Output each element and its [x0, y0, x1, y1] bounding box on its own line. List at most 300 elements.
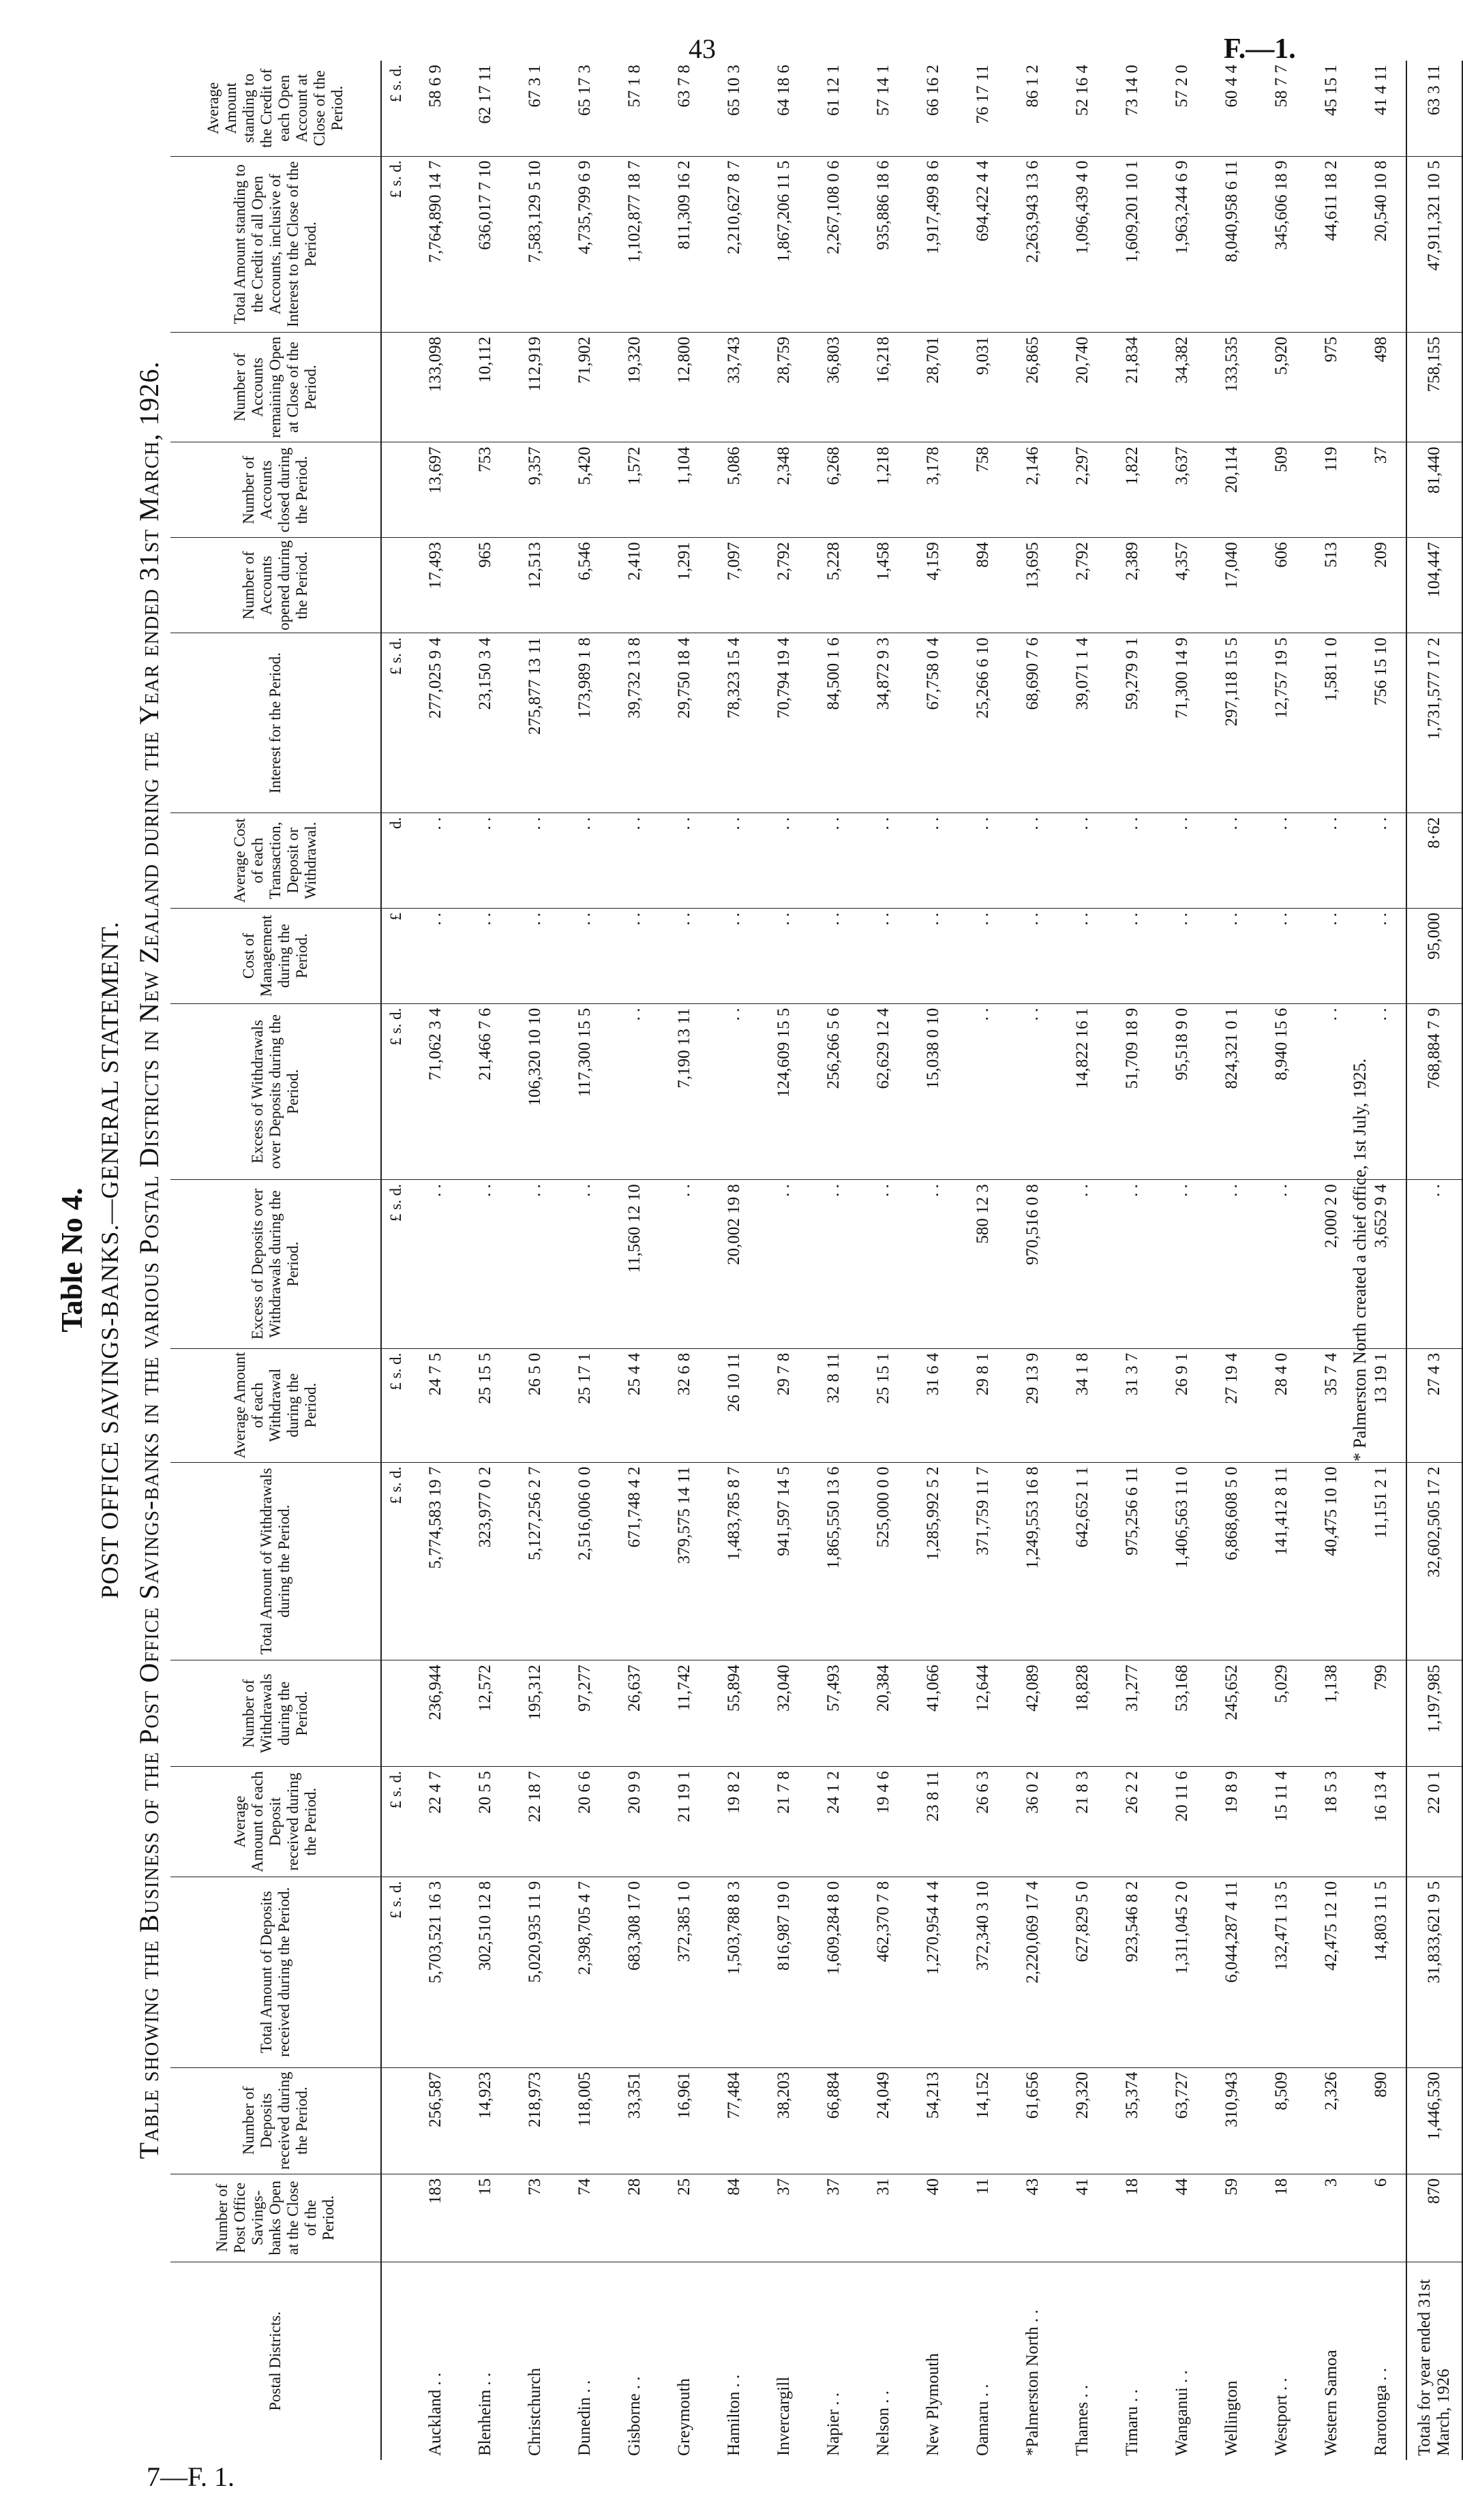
table-cell: 2,326: [1306, 2067, 1356, 2174]
column-header: Number of Post Office Savings-banks Open at the Close of the Period.: [170, 2174, 381, 2262]
table-cell: . .: [609, 813, 659, 908]
table-cell: 1,285,992 5 2: [908, 1462, 958, 1660]
table-cell: 124,609 15 5: [759, 1003, 809, 1179]
table-cell: 34 1 8: [1057, 1348, 1107, 1462]
table-cell: 5,029: [1256, 1660, 1306, 1767]
table-cell: 117,300 15 5: [560, 1003, 609, 1179]
table-cell: . .: [1306, 813, 1356, 908]
unit-cell: [381, 1660, 410, 1767]
totals-cell: 32,602,505 17 2: [1406, 1462, 1462, 1660]
table-cell: 10,112: [460, 332, 510, 442]
table-cell: 1,609,284 8 0: [809, 1877, 858, 2067]
table-cell: 11,151 2 1: [1356, 1462, 1406, 1660]
district-name-cell: Auckland . .: [425, 2372, 444, 2456]
table-cell: 29,750 18 4: [659, 633, 709, 813]
table-cell: . .: [659, 813, 709, 908]
table-cell: 753: [460, 442, 510, 538]
table-cell: 45 15 1: [1306, 61, 1356, 156]
table-cell: 8,040,958 6 11: [1207, 156, 1256, 332]
district-name-cell: Dunedin . .: [575, 2380, 594, 2456]
table-cell: 97,277: [560, 1660, 609, 1767]
column-header: Number of Deposits received during the Period.: [170, 2067, 381, 2174]
table-cell: 36 0 2: [1008, 1767, 1057, 1877]
table-cell: . .: [410, 908, 460, 1003]
table-cell: 41: [1057, 2174, 1107, 2262]
table-cell: 941,597 14 5: [759, 1462, 809, 1660]
table-cell: 498: [1356, 332, 1406, 442]
table-cell: 20,740: [1057, 332, 1107, 442]
table-cell: 21 19 1: [659, 1767, 709, 1877]
table-cell: 43: [1008, 2174, 1057, 2262]
table-cell: . .: [1157, 908, 1207, 1003]
table-cell: . .: [1207, 1180, 1256, 1349]
table-cell: 1,503,788 8 3: [709, 1877, 759, 2067]
table-cell: 29,320: [1057, 2067, 1107, 2174]
table-cell: 44,611 18 2: [1306, 156, 1356, 332]
totals-cell: 8·62: [1406, 813, 1462, 908]
table-cell: 20,540 10 8: [1356, 156, 1406, 332]
table-cell: 26,865: [1008, 332, 1057, 442]
totals-cell: 31,833,621 9 5: [1406, 1877, 1462, 2067]
table-cell: 37: [759, 2174, 809, 2262]
table-cell: 15: [460, 2174, 510, 2262]
table-cell: 1,102,877 18 7: [609, 156, 659, 332]
table-cell: . .: [1008, 1003, 1057, 1179]
table-cell: 1,291: [659, 538, 709, 633]
table-cell: 21 7 8: [759, 1767, 809, 1877]
table-cell: 41,066: [908, 1660, 958, 1767]
table-cell: 509: [1256, 442, 1306, 538]
unit-cell: £ s. d.: [381, 1348, 410, 1462]
table-cell: 6,044,287 4 11: [1207, 1877, 1256, 2067]
district-name-cell: Oamaru . .: [973, 2384, 992, 2456]
table-cell: 6,546: [560, 538, 609, 633]
table-cell: 2,398,705 4 7: [560, 1877, 609, 2067]
table-cell: . .: [1306, 1003, 1356, 1179]
table-cell: 19 4 6: [858, 1767, 908, 1877]
table-cell: 63,727: [1157, 2067, 1207, 2174]
table-cell: 15,038 0 10: [908, 1003, 958, 1179]
column-header: Interest for the Period.: [170, 633, 381, 813]
table-cell: 54,213: [908, 2067, 958, 2174]
unit-cell: £ s. d.: [381, 1877, 410, 2067]
column-header: Number of Accounts closed during the Period.: [170, 442, 381, 538]
table-cell: 14,803 11 5: [1356, 1877, 1406, 2067]
table-cell: 1,249,553 16 8: [1008, 1462, 1057, 1660]
table-cell: . .: [560, 908, 609, 1003]
table-cell: 11: [958, 2174, 1008, 2262]
totals-label-cell: Totals for year ended 31st March, 1926: [1406, 2262, 1462, 2460]
table-cell: . .: [510, 813, 560, 908]
unit-cell: £ s. d.: [381, 1180, 410, 1349]
district-name-cell: New Plymouth: [923, 2353, 942, 2456]
table-row: [1306, 61, 1356, 2460]
table-cell: 38,203: [759, 2067, 809, 2174]
table-cell: 31,277: [1107, 1660, 1157, 1767]
table-cell: 20 5 5: [460, 1767, 510, 1877]
table-cell: . .: [609, 1003, 659, 1179]
table-cell: 1,104: [659, 442, 709, 538]
table-cell: 61,656: [1008, 2067, 1057, 2174]
table-row: [1107, 61, 1157, 2460]
district-name-cell: *Palmerston North . .: [1023, 2309, 1042, 2456]
totals-row: [1406, 61, 1462, 2460]
totals-cell: 27 4 3: [1406, 1348, 1462, 1462]
district-name-cell: Blenheim . .: [475, 2372, 494, 2456]
table-cell: 8,509: [1256, 2067, 1306, 2174]
column-header: Average Cost of each Transaction, Deposit or Withdrawal.: [170, 813, 381, 908]
table-cell: 42,475 12 10: [1306, 1877, 1356, 2067]
district-name-cell: Western Samoa: [1321, 2350, 1340, 2456]
totals-cell: . .: [1406, 1180, 1462, 1349]
table-row: [958, 61, 1008, 2460]
totals-cell: 758,155: [1406, 332, 1462, 442]
table-cell: 18,828: [1057, 1660, 1107, 1767]
column-header: Total Amount standing to the Credit of all Open Accounts, inclusive of Interest to the Close of the Period.: [170, 156, 381, 332]
table-cell: 64 18 6: [759, 61, 809, 156]
table-cell: 76 17 11: [958, 61, 1008, 156]
table-cell: 5,086: [709, 442, 759, 538]
table-cell: 935,886 18 6: [858, 156, 908, 332]
table-cell: . .: [1306, 908, 1356, 1003]
table-row: [1157, 61, 1207, 2460]
column-header: Number of Withdrawals during the Period.: [170, 1660, 381, 1767]
table-cell: 1,917,499 8 6: [908, 156, 958, 332]
table-cell: 28,759: [759, 332, 809, 442]
table-cell: 133,535: [1207, 332, 1256, 442]
table-cell: 16 13 4: [1356, 1767, 1406, 1877]
table-cell: 22 4 7: [410, 1767, 460, 1877]
table-row: [709, 61, 759, 2460]
table-cell: . .: [1157, 813, 1207, 908]
table-cell: 20,002 19 8: [709, 1180, 759, 1349]
table-cell: 55,894: [709, 1660, 759, 1767]
table-cell: 2,792: [759, 538, 809, 633]
header-row: [170, 61, 381, 2460]
table-cell: . .: [560, 813, 609, 908]
table-cell: 9,031: [958, 332, 1008, 442]
table-cell: 33,351: [609, 2067, 659, 2174]
table-cell: 2,210,627 8 7: [709, 156, 759, 332]
table-row: [1008, 61, 1057, 2460]
table-cell: 53,168: [1157, 1660, 1207, 1767]
table-cell: 18: [1107, 2174, 1157, 2262]
table-row: [560, 61, 609, 2460]
unit-cell: [381, 332, 410, 442]
table-cell: . .: [709, 908, 759, 1003]
table-cell: 2,297: [1057, 442, 1107, 538]
table-cell: 756 15 10: [1356, 633, 1406, 813]
column-header: Average Amount standing to the Credit of each Open Account at Close of the Period.: [170, 61, 381, 156]
table-cell: . .: [759, 908, 809, 1003]
table-cell: 323,977 0 2: [460, 1462, 510, 1660]
table-cell: 694,422 4 4: [958, 156, 1008, 332]
table-cell: 14,822 16 1: [1057, 1003, 1107, 1179]
table-cell: . .: [858, 908, 908, 1003]
table-cell: . .: [858, 1180, 908, 1349]
table-row: [1057, 61, 1107, 2460]
table-row: [460, 61, 510, 2460]
table-cell: 40: [908, 2174, 958, 2262]
table-cell: 11,560 12 10: [609, 1180, 659, 1349]
unit-cell: £ s. d.: [381, 1767, 410, 1877]
table-cell: 2,263,943 13 6: [1008, 156, 1057, 332]
table-cell: . .: [1256, 1180, 1306, 1349]
table-cell: 2,220,069 17 4: [1008, 1877, 1057, 2067]
unit-cell: £ s. d.: [381, 1462, 410, 1660]
table-cell: . .: [1256, 813, 1306, 908]
table-cell: 41 4 11: [1356, 61, 1406, 156]
table-cell: . .: [1008, 813, 1057, 908]
table-cell: 62 17 11: [460, 61, 510, 156]
table-cell: 19,320: [609, 332, 659, 442]
table-cell: 61 12 1: [809, 61, 858, 156]
table-cell: 57,493: [809, 1660, 858, 1767]
table-title: Table showing the Business of the Post Office Savings-banks in the various Postal Districts in New Zealand during the Year ended 31st March, 1926.: [134, 361, 164, 2159]
table-cell: . .: [809, 1180, 858, 1349]
table-cell: . .: [908, 908, 958, 1003]
table-cell: 13,697: [410, 442, 460, 538]
table-cell: . .: [1157, 1180, 1207, 1349]
table-cell: 95,518 9 0: [1157, 1003, 1207, 1179]
table-cell: 799: [1356, 1660, 1406, 1767]
table-cell: 236,944: [410, 1660, 460, 1767]
table-number: Table No 4.: [55, 1187, 89, 1333]
table-cell: 297,118 15 5: [1207, 633, 1256, 813]
table-cell: 77,484: [709, 2067, 759, 2174]
table-cell: 6,868,608 5 0: [1207, 1462, 1256, 1660]
report-reference: F.—1.: [1224, 33, 1296, 65]
table-cell: 17,040: [1207, 538, 1256, 633]
table-cell: . .: [560, 1180, 609, 1349]
table-cell: 3: [1306, 2174, 1356, 2262]
table-cell: 29 8 1: [958, 1348, 1008, 1462]
table-cell: 13 19 1: [1356, 1348, 1406, 1462]
table-cell: 112,919: [510, 332, 560, 442]
table-cell: 57 1 8: [609, 61, 659, 156]
units-row: [381, 61, 410, 2460]
table-cell: 3,652 9 4: [1356, 1180, 1406, 1349]
district-name-cell: Gisborne . .: [624, 2376, 644, 2456]
table-cell: 32,040: [759, 1660, 809, 1767]
table-cell: . .: [410, 813, 460, 908]
table-cell: 59: [1207, 2174, 1256, 2262]
table-cell: 894: [958, 538, 1008, 633]
table-cell: 73: [510, 2174, 560, 2262]
table-cell: 37: [1356, 442, 1406, 538]
table-cell: 29 13 9: [1008, 1348, 1057, 1462]
table-cell: 758: [958, 442, 1008, 538]
footer-reference: 7—F. 1.: [147, 2461, 235, 2492]
table-cell: 6,268: [809, 442, 858, 538]
table-cell: 5,774,583 19 7: [410, 1462, 460, 1660]
table-cell: 34,872 9 3: [858, 633, 908, 813]
table-cell: 28: [609, 2174, 659, 2262]
table-cell: 965: [460, 538, 510, 633]
table-cell: . .: [659, 908, 709, 1003]
table-cell: . .: [958, 813, 1008, 908]
table-cell: 1,581 1 0: [1306, 633, 1356, 813]
totals-cell: 22 0 1: [1406, 1767, 1462, 1877]
table-cell: 2,516,006 0 0: [560, 1462, 609, 1660]
table-cell: 2,410: [609, 538, 659, 633]
unit-cell: [381, 442, 410, 538]
district-name-cell: Thames . .: [1072, 2384, 1091, 2456]
column-header: Total Amount of Withdrawals during the Period.: [170, 1462, 381, 1660]
district-name-cell: Wanganui . .: [1172, 2370, 1191, 2456]
table-cell: 372,340 3 10: [958, 1877, 1008, 2067]
table-row: [609, 61, 659, 2460]
table-cell: 33,743: [709, 332, 759, 442]
table-cell: . .: [809, 908, 858, 1003]
table-cell: 5,703,521 16 3: [410, 1877, 460, 2067]
table-cell: 70,794 19 4: [759, 633, 809, 813]
column-header: Excess of Withdrawals over Deposits during the Period.: [170, 1003, 381, 1179]
column-header: Cost of Management during the Period.: [170, 908, 381, 1003]
table-row: [659, 61, 709, 2460]
table-cell: 31: [858, 2174, 908, 2262]
table-cell: 21 8 3: [1057, 1767, 1107, 1877]
unit-cell: £: [381, 908, 410, 1003]
table-cell: 28 4 0: [1256, 1348, 1306, 1462]
district-name-cell: Westport . .: [1271, 2378, 1291, 2456]
table-cell: 26 10 11: [709, 1348, 759, 1462]
totals-cell: 95,000: [1406, 908, 1462, 1003]
table-cell: 26 6 3: [958, 1767, 1008, 1877]
column-header: Number of Accounts remaining Open at Close of the Period.: [170, 332, 381, 442]
table-cell: 1,406,563 11 0: [1157, 1462, 1207, 1660]
table-cell: . .: [1107, 908, 1157, 1003]
table-cell: 310,943: [1207, 2067, 1256, 2174]
table-cell: 4,735,799 6 9: [560, 156, 609, 332]
table-cell: 1,865,550 13 6: [809, 1462, 858, 1660]
table-cell: 12,644: [958, 1660, 1008, 1767]
table-cell: 683,308 17 0: [609, 1877, 659, 2067]
table-cell: 20 9 9: [609, 1767, 659, 1877]
table-cell: 256,266 5 6: [809, 1003, 858, 1179]
table-cell: 1,867,206 11 5: [759, 156, 809, 332]
table-cell: 7,583,129 5 10: [510, 156, 560, 332]
table-cell: 25,266 6 10: [958, 633, 1008, 813]
table-cell: 31 6 4: [908, 1348, 958, 1462]
table-cell: . .: [759, 1180, 809, 1349]
table-row: [510, 61, 560, 2460]
table-cell: 58 6 9: [410, 61, 460, 156]
table-cell: 7,190 13 11: [659, 1003, 709, 1179]
table-cell: . .: [1107, 813, 1157, 908]
table-cell: 16,218: [858, 332, 908, 442]
table-cell: 2,146: [1008, 442, 1057, 538]
table-cell: 78,323 15 4: [709, 633, 759, 813]
table-cell: 14,923: [460, 2067, 510, 2174]
table-cell: . .: [1207, 908, 1256, 1003]
table-cell: 66 16 2: [908, 61, 958, 156]
table-cell: 275,877 13 11: [510, 633, 560, 813]
table-cell: . .: [709, 813, 759, 908]
statement-table-wrapper: [170, 61, 1463, 2460]
table-cell: 25: [659, 2174, 709, 2262]
table-cell: 20 11 6: [1157, 1767, 1207, 1877]
table-row: [1256, 61, 1306, 2460]
table-cell: 39,071 1 4: [1057, 633, 1107, 813]
table-cell: 5,420: [560, 442, 609, 538]
unit-cell: [381, 2262, 410, 2460]
table-cell: . .: [908, 1180, 958, 1349]
district-name-cell: Rarotonga . .: [1371, 2367, 1390, 2456]
table-cell: . .: [659, 1180, 709, 1349]
table-cell: 133,098: [410, 332, 460, 442]
table-cell: 58 7 7: [1256, 61, 1306, 156]
table-cell: 19 8 2: [709, 1767, 759, 1877]
table-cell: 975,256 6 11: [1107, 1462, 1157, 1660]
table-cell: 40,475 10 10: [1306, 1462, 1356, 1660]
table-cell: 39,732 13 8: [609, 633, 659, 813]
table-cell: 1,822: [1107, 442, 1157, 538]
table-cell: 5,228: [809, 538, 858, 633]
table-cell: . .: [1008, 908, 1057, 1003]
table-cell: 9,357: [510, 442, 560, 538]
column-header: Average Amount of each Withdrawal during the Period.: [170, 1348, 381, 1462]
table-cell: 29 7 8: [759, 1348, 809, 1462]
table-cell: 31 3 7: [1107, 1348, 1157, 1462]
district-name-cell: Invercargill: [774, 2376, 793, 2456]
table-cell: 642,652 1 1: [1057, 1462, 1107, 1660]
totals-cell: 81,440: [1406, 442, 1462, 538]
district-name-cell: Wellington: [1222, 2380, 1241, 2456]
table-cell: 3,637: [1157, 442, 1207, 538]
unit-cell: [381, 538, 410, 633]
table-cell: 32 6 8: [659, 1348, 709, 1462]
table-cell: 67 3 1: [510, 61, 560, 156]
table-cell: . .: [609, 908, 659, 1003]
table-cell: 60 4 4: [1207, 61, 1256, 156]
table-cell: 26,637: [609, 1660, 659, 1767]
table-cell: 8,940 15 6: [1256, 1003, 1306, 1179]
table-cell: 20 6 6: [560, 1767, 609, 1877]
table-cell: 37: [809, 2174, 858, 2262]
table-cell: 71,300 14 9: [1157, 633, 1207, 813]
table-cell: 2,792: [1057, 538, 1107, 633]
table-cell: 218,973: [510, 2067, 560, 2174]
table-cell: 20,114: [1207, 442, 1256, 538]
table-cell: 119: [1306, 442, 1356, 538]
district-name-cell: Greymouth: [674, 2378, 693, 2456]
table-cell: . .: [410, 1180, 460, 1349]
table-cell: 1,458: [858, 538, 908, 633]
table-cell: 51,709 18 9: [1107, 1003, 1157, 1179]
column-header: Average Amount of each Deposit received during the Period.: [170, 1767, 381, 1877]
table-cell: 890: [1356, 2067, 1406, 2174]
table-row: [858, 61, 908, 2460]
totals-cell: 63 3 11: [1406, 61, 1462, 156]
table-cell: 824,321 0 1: [1207, 1003, 1256, 1179]
table-cell: 5,920: [1256, 332, 1306, 442]
district-name-cell: Timaru . .: [1122, 2389, 1141, 2456]
table-cell: 84,500 1 6: [809, 633, 858, 813]
totals-cell: 768,884 7 9: [1406, 1003, 1462, 1179]
table-cell: 71,902: [560, 332, 609, 442]
table-cell: 17,493: [410, 538, 460, 633]
table-cell: 975: [1306, 332, 1356, 442]
table-cell: . .: [1207, 813, 1256, 908]
table-cell: 1,609,201 10 1: [1107, 156, 1157, 332]
unit-cell: £ s. d.: [381, 633, 410, 813]
table-cell: 22 18 7: [510, 1767, 560, 1877]
table-cell: 32 8 11: [809, 1348, 858, 1462]
district-name-cell: Napier . .: [824, 2392, 843, 2456]
table-cell: 118,005: [560, 2067, 609, 2174]
table-cell: 44: [1157, 2174, 1207, 2262]
